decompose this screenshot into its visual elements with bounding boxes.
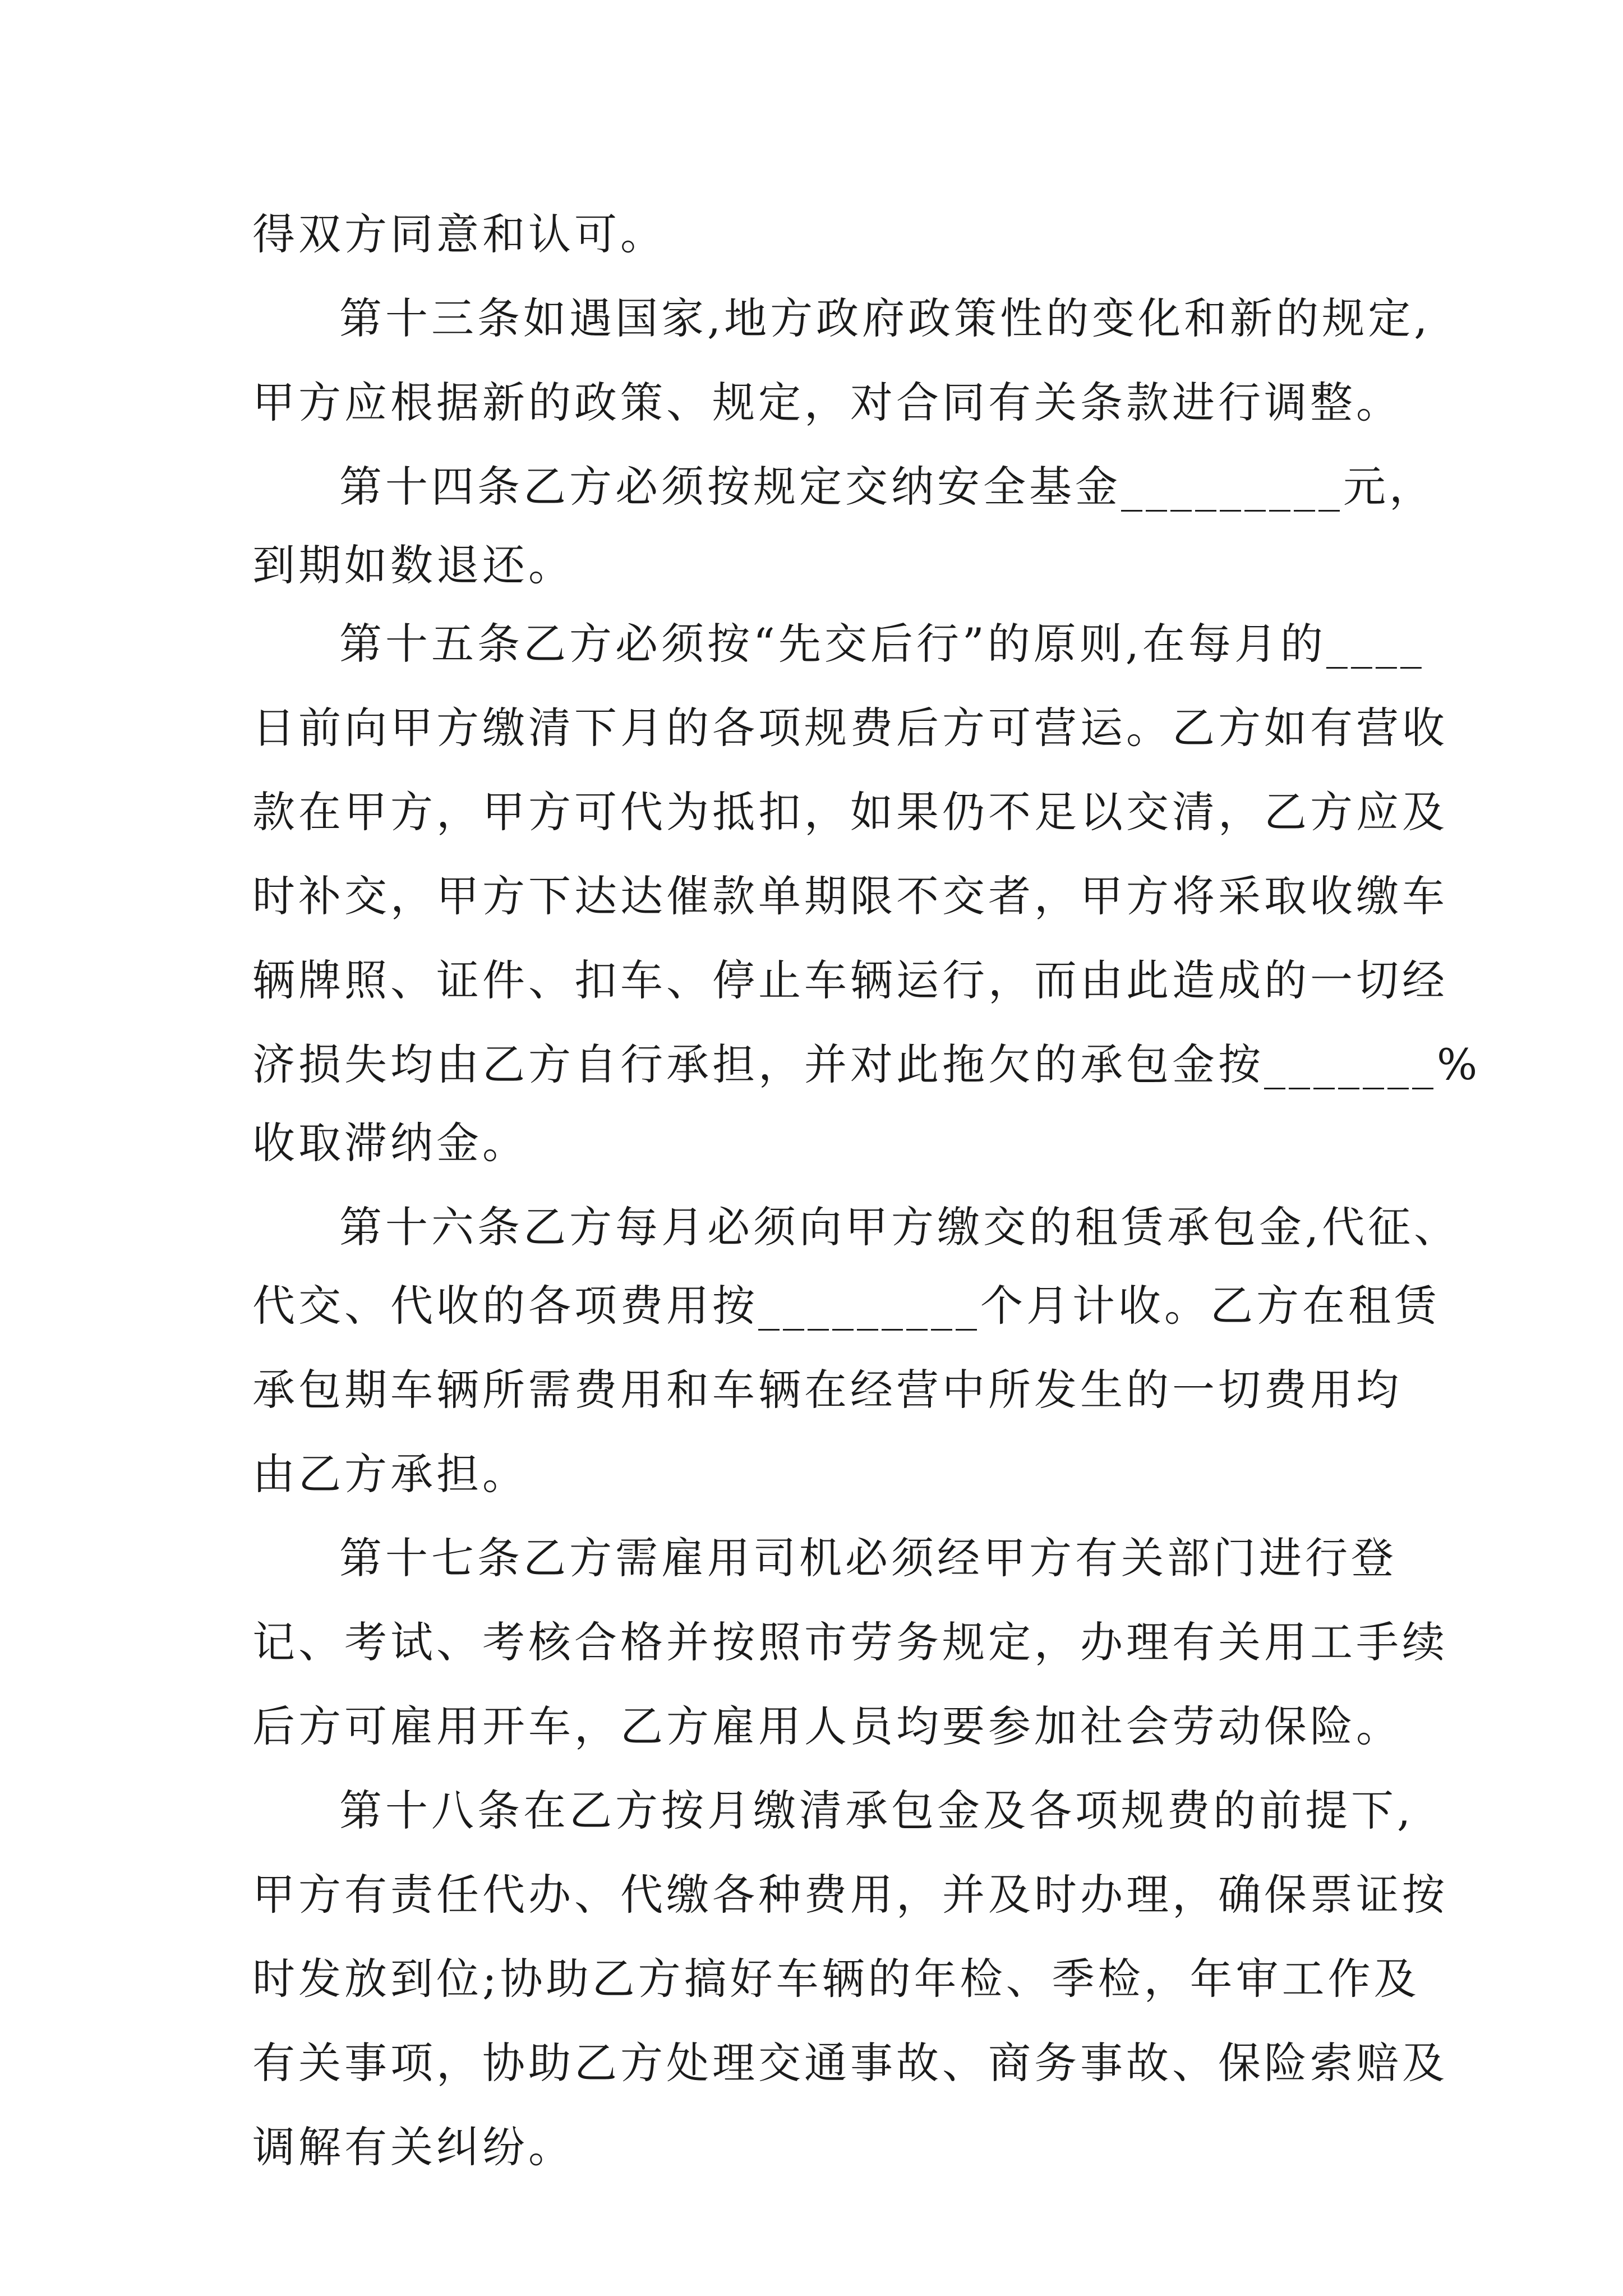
line-continuation: 得双方同意和认可。 [252, 209, 666, 259]
article-18-line-2: 甲方有责任代办、代缴各种费用，并及时办理，确保票证按 [252, 1870, 1448, 1920]
article-15-line-2: 日前向甲方缴清下月的各项规费后方可营运。乙方如有营收 [252, 703, 1448, 753]
article-15-line-1: 第十五条乙方必须按“先交后行”的原则,在每月的____ [339, 619, 1425, 669]
article-16-line-2: 代交、代收的各项费用按_________个月计收。乙方在租赁 [252, 1281, 1440, 1331]
article-18-line-5: 调解有关纠纷。 [252, 2122, 574, 2172]
article-15-line-5: 辆牌照、证件、扣车、停止车辆运行，而由此造成的一切经 [252, 955, 1448, 1005]
article-15-line-6: 济损失均由乙方自行承担，并对此拖欠的承包金按_______% [252, 1039, 1481, 1089]
article-16-line-1: 第十六条乙方每月必须向甲方缴交的租赁承包金,代征、 [339, 1202, 1460, 1252]
article-16-line-3: 承包期车辆所需费用和车辆在经营中所发生的一切费用均 [252, 1365, 1402, 1415]
article-13-line-1: 第十三条如遇国家,地方政府政策性的变化和新的规定, [339, 293, 1431, 343]
article-15-line-4: 时补交，甲方下达达催款单期限不交者，甲方将采取收缴车 [252, 871, 1448, 921]
article-15-line-7: 收取滞纳金。 [252, 1118, 528, 1168]
article-14-line-1: 第十四条乙方必须按规定交纳安全基金_________元， [339, 462, 1435, 512]
article-13-line-2: 甲方应根据新的政策、规定，对合同有关条款进行调整。 [252, 378, 1402, 427]
article-18-line-3: 时发放到位;协助乙方搞好车辆的年检、季检，年审工作及 [252, 1954, 1420, 2004]
article-18-line-4: 有关事项，协助乙方处理交通事故、商务事故、保险索赔及 [252, 2038, 1448, 2088]
article-15-line-3: 款在甲方，甲方可代为抵扣，如果仍不足以交清，乙方应及 [252, 787, 1448, 837]
article-18-line-1: 第十八条在乙方按月缴清承包金及各项规费的前提下, [339, 1786, 1414, 1835]
article-17-line-1: 第十七条乙方需雇用司机必须经甲方有关部门进行登 [339, 1533, 1397, 1583]
article-16-line-4: 由乙方承担。 [252, 1449, 528, 1499]
article-14-line-2: 到期如数退还。 [252, 540, 574, 590]
article-17-line-2: 记、考试、考核合格并按照市劳务规定，办理有关用工手续 [252, 1617, 1448, 1667]
article-17-line-3: 后方可雇用开车，乙方雇用人员均要参加社会劳动保险。 [252, 1701, 1402, 1751]
